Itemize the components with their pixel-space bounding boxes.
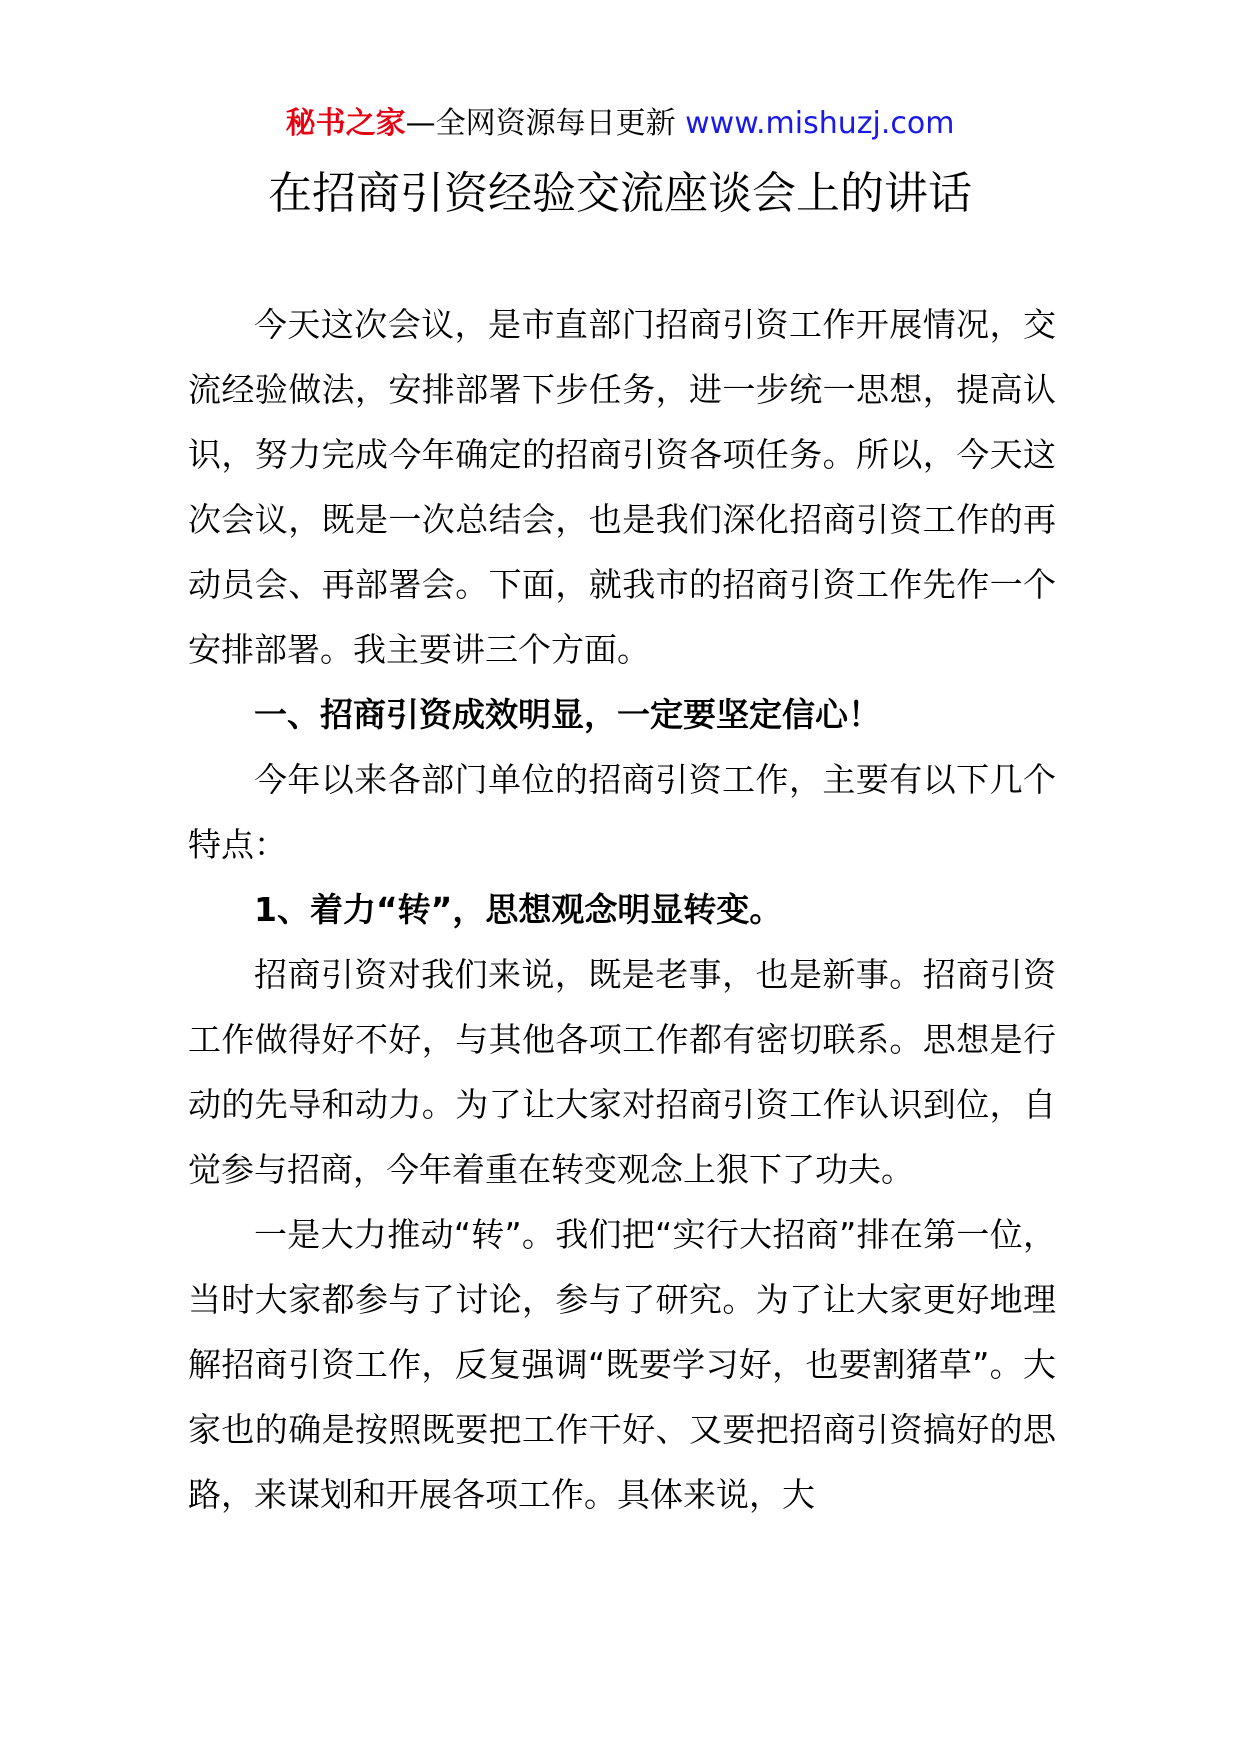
site-brand: 秘书之家	[285, 106, 406, 141]
site-url-link[interactable]: www.mishuzj.com	[685, 106, 955, 141]
subsection-heading-1: 1、着力“转”，思想观念明显转变。	[254, 890, 783, 929]
site-header	[0, 104, 1240, 144]
site-tagline: —全网资源每日更新	[405, 106, 686, 141]
paragraph-mindset: 招商引资对我们来说，既是老事，也是新事。招商引资工作做得好不好，与其他各项工作都有密切联系。思想是行动的先导和动力。为了让大家对招商引资工作认识到位，自觉参与招商，今年着重在转变观念上狠下了功夫。	[188, 955, 1056, 1189]
document-title: 在招商引资经验交流座谈会上的讲话	[268, 168, 972, 219]
section-heading-1: 一、招商引资成效明显，一定要坚定信心！	[254, 695, 881, 734]
paragraph-intro: 今天这次会议，是市直部门招商引资工作开展情况，交流经验做法，安排部署下步任务，进一步统一思想，提高认识，努力完成今年确定的招商引资各项任务。所以，今天这次会议，既是一次总结会，也是我们深化招商引资工作的再动员会、再部署会。下面，就我市的招商引资工作先作一个安排部署。我主要讲三个方面。	[188, 305, 1056, 669]
paragraph-features: 今年以来各部门单位的招商引资工作，主要有以下几个特点：	[188, 760, 1056, 864]
paragraph-promote: 一是大力推动“转”。我们把“实行大招商”排在第一位，当时大家都参与了讨论，参与了研究。为了让大家更好地理解招商引资工作，反复强调“既要学习好，也要割猪草”。大家也的确是按照既要把工作干好、又要把招商引资搞好的思路，来谋划和开展各项工作。具体来说，大	[188, 1215, 1056, 1514]
document-body	[188, 292, 1056, 1527]
